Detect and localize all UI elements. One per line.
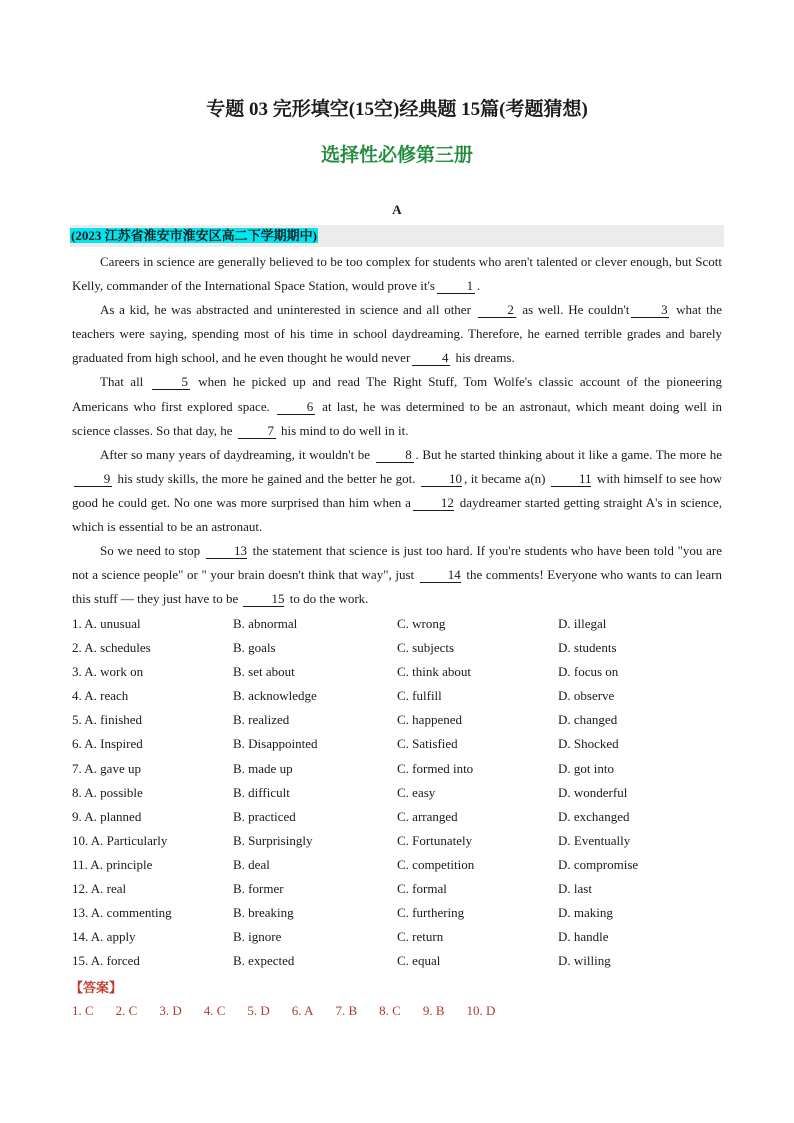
option-choice: C. return bbox=[397, 929, 444, 945]
option-choice: 12. A. real bbox=[72, 881, 127, 897]
option-choice: D. wonderful bbox=[558, 784, 628, 800]
answer-item: 4. C bbox=[203, 1003, 226, 1018]
option-choice: B. former bbox=[233, 881, 284, 897]
option-choice: C. wrong bbox=[397, 616, 446, 631]
option-choice: 3. A. work on bbox=[72, 664, 144, 680]
option-choice: 10. A. Particularly bbox=[72, 832, 168, 848]
cloze-blank: 12 bbox=[413, 496, 454, 511]
cloze-blank: 15 bbox=[243, 592, 284, 607]
option-choice: D. students bbox=[558, 640, 617, 656]
passage-text: what the teachers were saying, spending most of his time in school daydreaming. Therefore, he earned terrible grades and barely graduated from high school, and he even thought he would never bbox=[72, 302, 722, 366]
cloze-blank: 7 bbox=[238, 424, 276, 439]
cloze-passage bbox=[72, 250, 722, 611]
passage-text: the comments! Everyone who wants to can learn this stuff — they just have to be bbox=[72, 567, 722, 607]
option-choice: D. willing bbox=[558, 953, 611, 969]
option-choice: B. expected bbox=[233, 953, 295, 969]
option-choice: 2. A. schedules bbox=[72, 640, 151, 656]
answer-item: 2. C bbox=[115, 1003, 138, 1018]
option-choice: B. Disappointed bbox=[233, 736, 318, 752]
option-choice: B. deal bbox=[233, 856, 270, 872]
question-row bbox=[72, 949, 732, 973]
question-row bbox=[72, 853, 732, 877]
cloze-blank: 2 bbox=[478, 303, 516, 318]
source-banner bbox=[70, 225, 724, 247]
option-choice: D. Eventually bbox=[558, 832, 631, 848]
cloze-blank: 3 bbox=[631, 303, 669, 318]
option-choice: C. Satisfied bbox=[397, 736, 458, 752]
option-choice: D. compromise bbox=[558, 856, 639, 872]
question-row bbox=[72, 829, 732, 853]
question-row bbox=[72, 732, 732, 756]
option-choice: C. happened bbox=[397, 712, 462, 728]
cloze-blank: 6 bbox=[277, 400, 315, 415]
question-row bbox=[72, 660, 732, 684]
passage-paragraph bbox=[72, 370, 722, 442]
option-choice: B. ignore bbox=[233, 929, 282, 945]
answer-item: 9. B bbox=[422, 1003, 445, 1018]
option-choice: C. competition bbox=[397, 856, 475, 872]
cloze-blank: 14 bbox=[420, 568, 461, 583]
answer-item: 7. B bbox=[335, 1003, 358, 1018]
option-choice: D. handle bbox=[558, 929, 609, 945]
option-choice: 6. A. Inspired bbox=[72, 736, 143, 752]
option-choice: B. practiced bbox=[233, 808, 296, 824]
option-choice: C. formed into bbox=[397, 760, 474, 776]
passage-text: when he picked up and read The Right Stuff, Tom Wolfe's classic account of the pioneering Americans who first explored space. bbox=[72, 374, 722, 414]
cloze-blank: 10 bbox=[421, 472, 462, 487]
passage-text: his study skills, the more he gained and the better he got. bbox=[114, 470, 419, 486]
source-text: (2023 江苏省淮安市淮安区高二下学期期中) bbox=[71, 228, 317, 243]
option-choice: 7. A. gave up bbox=[72, 760, 141, 776]
option-choice: D. got into bbox=[558, 760, 614, 776]
passage-text: daydreamer started getting straight A's in science, which is essential to be an astronaut. bbox=[72, 494, 722, 535]
cloze-blank: 8 bbox=[376, 448, 414, 463]
page-title: 专题 03 完形填空(15空)经典题 15篇(考题猜想) bbox=[206, 99, 588, 120]
option-choice: 15. A. forced bbox=[72, 953, 140, 969]
passage-text: to do the work. bbox=[286, 591, 369, 607]
question-row bbox=[72, 684, 732, 708]
question-row bbox=[72, 708, 732, 732]
option-choice: B. difficult bbox=[233, 784, 290, 800]
answer-item: 3. D bbox=[159, 1003, 182, 1018]
option-choice: D. changed bbox=[558, 712, 618, 728]
option-choice: 11. A. principle bbox=[72, 856, 153, 872]
option-choice: C. arranged bbox=[397, 808, 458, 824]
passage-paragraph bbox=[72, 298, 722, 370]
option-choice: B. acknowledge bbox=[233, 688, 317, 704]
option-choice: D. last bbox=[558, 881, 592, 897]
passage-text: Careers in science are generally believed to be too complex for students who aren't talented or clever enough, but Scott Kelly, commander of the International Space Station, would prove it's bbox=[72, 254, 722, 294]
passage-text: As a kid, he was abstracted and uninterested in science and all other bbox=[100, 302, 476, 318]
option-choice: D. focus on bbox=[558, 664, 619, 680]
option-choice: 5. A. finished bbox=[72, 712, 143, 728]
option-choice: C. think about bbox=[397, 664, 472, 680]
passage-text: That all bbox=[100, 374, 150, 390]
answer-item: 1. C bbox=[72, 1003, 94, 1018]
option-choice: B. made up bbox=[233, 760, 293, 776]
passage-text: . bbox=[476, 278, 481, 294]
option-choice: C. formal bbox=[397, 881, 447, 897]
question-row bbox=[72, 612, 732, 636]
option-choice: D. making bbox=[558, 905, 613, 921]
option-choice: B. realized bbox=[233, 712, 290, 728]
cloze-blank: 1 bbox=[437, 279, 475, 294]
question-row bbox=[72, 877, 732, 901]
passage-text: So we need to stop bbox=[100, 543, 204, 559]
passage-paragraph bbox=[72, 539, 722, 611]
option-choice: B. goals bbox=[233, 640, 276, 656]
option-choice: 9. A. planned bbox=[72, 808, 142, 824]
cloze-blank: 5 bbox=[152, 375, 190, 390]
option-choice: 14. A. apply bbox=[72, 929, 136, 945]
passage-paragraph bbox=[72, 250, 722, 298]
passage-text: the statement that science is just too hard. If you're students who have been told "you are not a science people" or " your brain doesn't think that way", just bbox=[72, 543, 723, 583]
option-choice: C. fulfill bbox=[397, 688, 442, 704]
answer-item: 5. D bbox=[247, 1003, 270, 1018]
question-row bbox=[72, 757, 732, 781]
option-choice: C. furthering bbox=[397, 905, 465, 921]
page-subtitle: 选择性必修第三册 bbox=[320, 145, 473, 166]
answer-item: 10. D bbox=[466, 1003, 496, 1018]
question-row bbox=[72, 781, 732, 805]
passage-text: with himself to see how good he could get. No one was more surprised than him when a bbox=[72, 470, 722, 510]
question-row bbox=[72, 925, 732, 949]
cloze-blank: 13 bbox=[206, 544, 247, 559]
option-choice: D. exchanged bbox=[558, 808, 630, 824]
passage-text: as well. He couldn't bbox=[517, 302, 630, 318]
passage-text: at last, he was determined to be an astronaut, which meant doing well in science classes. So that day, he bbox=[72, 398, 722, 438]
option-choice: 4. A. reach bbox=[72, 688, 129, 704]
option-choice: D. Shocked bbox=[558, 736, 619, 752]
options-list bbox=[72, 612, 732, 973]
option-choice: C. subjects bbox=[397, 640, 455, 656]
option-choice: B. breaking bbox=[233, 905, 294, 921]
option-choice: C. equal bbox=[397, 953, 441, 969]
option-choice: 1. A. unusual bbox=[72, 616, 141, 631]
option-choice: B. set about bbox=[233, 664, 295, 680]
option-choice: B. Surprisingly bbox=[233, 832, 313, 848]
answer-list bbox=[72, 1003, 517, 1019]
cloze-blank: 9 bbox=[74, 472, 112, 487]
answer-item: 6. A bbox=[291, 1003, 314, 1018]
option-choice: D. illegal bbox=[558, 616, 607, 631]
passage-text: , it became a(n) bbox=[463, 470, 549, 486]
passage-text: his mind to do well in it. bbox=[277, 422, 409, 438]
answer-item: 8. C bbox=[379, 1003, 401, 1018]
passage-text: . But he started thinking about it like a game. The more he bbox=[415, 446, 722, 462]
question-row bbox=[72, 901, 732, 925]
option-choice: 13. A. commenting bbox=[72, 905, 172, 921]
option-choice: D. observe bbox=[558, 688, 615, 704]
question-row bbox=[72, 636, 732, 660]
answer-label: 【答案】 bbox=[70, 980, 123, 995]
passage-paragraph bbox=[72, 443, 722, 539]
cloze-blank: 11 bbox=[551, 472, 592, 487]
question-row bbox=[72, 805, 732, 829]
option-choice: C. easy bbox=[397, 784, 436, 800]
option-choice: C. Fortunately bbox=[397, 832, 473, 848]
option-choice: B. abnormal bbox=[233, 616, 298, 631]
passage-text: After so many years of daydreaming, it wouldn't be bbox=[100, 446, 374, 462]
cloze-blank: 4 bbox=[412, 351, 450, 366]
passage-text: his dreams. bbox=[452, 350, 515, 366]
section-letter: A bbox=[392, 202, 402, 217]
option-choice: 8. A. possible bbox=[72, 784, 143, 800]
